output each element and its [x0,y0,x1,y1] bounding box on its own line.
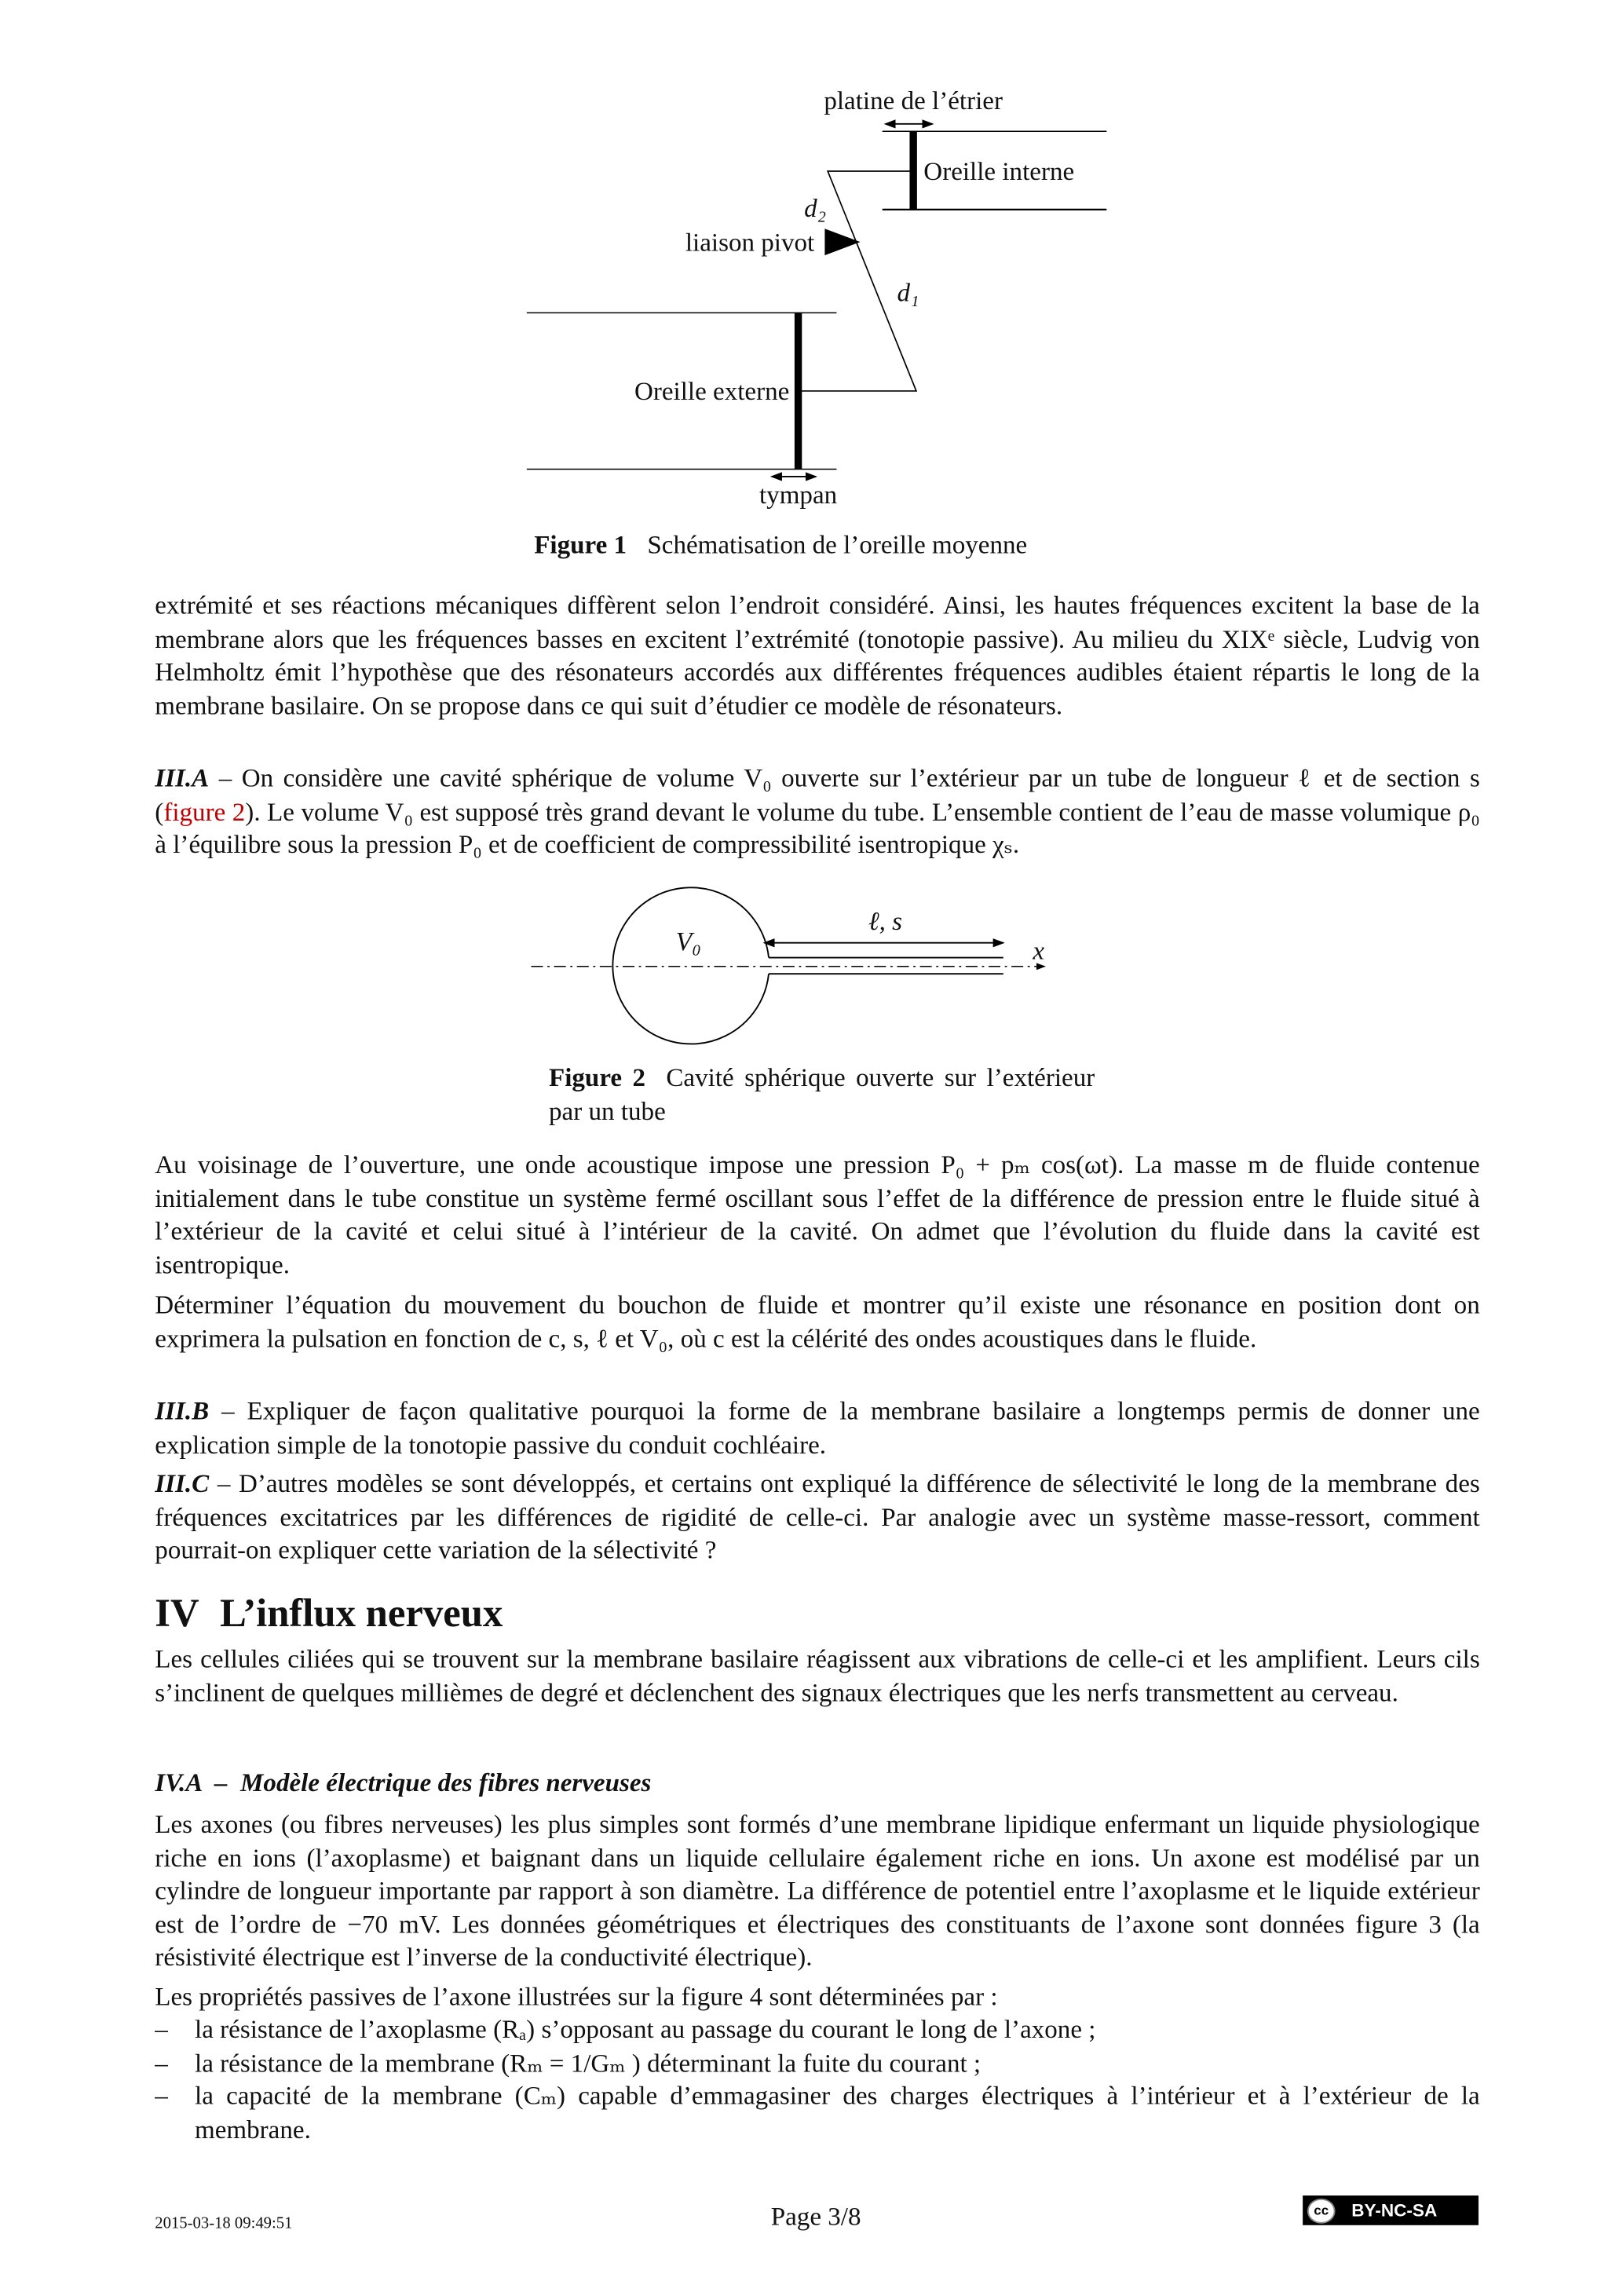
question-text-cont: ). Le volume V₀ est supposé très grand devant le volume du tube. L’ensemble contient de l’eau de masse volumique ρ₀ à l’équilibre sous la pression P₀ et de coefficient de compressibilité isentropique χₛ. [155,795,1480,859]
figure-2-diagram [0,871,1623,1062]
question-label: III.C [155,1468,210,1498]
paragraph-intro: extrémité et ses réactions mécaniques diffèrent selon l’endroit considéré. Ainsi, les hautes fréquences excitent la base de la membrane alors que les fréquences basses en excitent l’extrémité (tonotopie passive). Au milieu du XIXᵉ siècle, Ludvig von Helmholtz émit l’hypothèse que des résonateurs accordés aux différentes fréquences audibles étaient répartis le long de la membrane basilaire. On se propose dans ce qui suit d’étudier ce modèle de résonateurs. [155,590,1480,720]
question-text: D’autres modèles se sont développés, et certains ont expliqué la différence de sélectivité le long de la membrane des fréquences excitatrices par les différences de rigidité de celle-ci. Par analogie avec un système masse-ressort, comment pourrait-on expliquer cette variation de la sélectivité ? [155,1468,1480,1564]
caption-label: Figure 1 [534,529,627,560]
caption-text: Schématisation de l’oreille moyenne [647,529,1028,560]
question-separator: – [209,1395,247,1426]
subsection-heading-iv-a: IV.A – Modèle électrique des fibres nerveuses [155,1768,652,1797]
label-oreille-interne: Oreille interne [923,158,1075,187]
label-d2: d₂ [804,195,827,224]
cc-license-badge [1303,2195,1479,2225]
list-dash: – [155,2047,168,2077]
list-item-text: la résistance de la membrane (Rₘ = 1/Gₘ ) déterminant la fuite du courant ; [195,2047,981,2077]
section-title: L’influx nerveux [220,1590,503,1636]
label-platine: platine de l’étrier [824,87,1003,116]
question-label: III.B [155,1395,210,1426]
label-x: x [1033,937,1045,966]
paragraph-cilia: Les cellules ciliées qui se trouvent sur la membrane basilaire réagissent aux vibrations de celle-ci et les amplifient. Leurs cils s’inclinent de quelques millièmes de degré et déclenchent des signaux électriques que les nerfs transmettent au cerveau. [155,1643,1480,1707]
question-separator: – [209,762,242,793]
pivot-triangle [824,229,860,255]
label-d1: d₁ [897,279,919,308]
label-oreille-externe: Oreille externe [634,378,790,407]
footer-page-number: Page 3/8 [770,2201,861,2232]
figure-1-diagram [0,0,1623,531]
figure-1-caption [534,528,1027,561]
paragraph-axons: Les axones (ou fibres nerveuses) les plus simples sont formés d’une membrane lipidique enfermant un liquide physiologique riche en ions (l’axoplasme) et baignant dans un liquide cellulaire également riche en ions. Un axone est modélisé par un cylindre de longueur importante par rapport à son diamètre. La différence de potentiel entre l’axoplasme et le liquide extérieur est de l’ordre de −70 mV. Les données géométriques et électriques des constituants de l’axone sont données figure 3 (la résistivité électrique est l’inverse de la conductivité électrique). [155,1808,1480,1972]
properties-list [155,2013,1479,2145]
creative-commons-icon: cc [1307,2199,1336,2224]
list-item-text: la capacité de la membrane (Cₘ) capable d’emmagasiner des charges électriques à l’intérieur et à l’extérieur de la membrane. [195,2080,1480,2144]
paragraph-properties: Les propriétés passives de l’axone illustrées sur la figure 4 sont déterminées par : [155,1981,998,2012]
label-v0: V₀ [675,927,702,957]
paragraph-determine: Déterminer l’équation du mouvement du bouchon de fluide et montrer qu’il existe une résonance en position dont on exprimera la pulsation en fonction de c, s, ℓ et V₀, où c est la célérité des ondes acoustiques dans le fluide. [155,1289,1480,1353]
paragraph-acoustic-wave: Au voisinage de l’ouverture, une onde acoustique impose une pression P₀ + pₘ cos(ωt). La masse m de fluide contenue initialement dans le tube constitue un système fermé oscillant sous l’effet de la différence de pression entre le fluide situé à l’extérieur de la cavité et celui situé à l’intérieur de la cavité. On admet que l’évolution du fluide dans la cavité est isentropique. [155,1149,1480,1279]
footer-timestamp: 2015-03-18 09:49:51 [155,2214,293,2233]
list-item-text: la résistance de l’axoplasme (Rₐ) s’opposant au passage du courant le long de l’axone ; [195,2013,1096,2044]
question-3a [155,762,1479,861]
list-item [155,2046,1479,2078]
cavity-sphere [612,887,769,1044]
question-3b [155,1395,1479,1461]
list-dash: – [155,2013,168,2044]
section-heading-iv [155,1589,503,1636]
question-separator: – [209,1468,239,1498]
list-dash: – [155,2080,168,2111]
list-item [155,2079,1479,2146]
section-number: IV [155,1590,199,1636]
question-text: On considère une cavité sphérique de volume V₀ ouverte sur l’extérieur par un tube de longueur ℓ et de section s ( [155,762,1480,826]
caption-label: Figure 2 [549,1062,646,1092]
caption-text: Cavité sphérique ouverte sur l’extérieur par un tube [549,1062,1095,1125]
label-liaison-pivot: liaison pivot [685,229,815,258]
question-3c [155,1467,1479,1567]
license-text: BY-NC-SA [1351,2199,1438,2221]
figure-2-link[interactable]: figure 2 [163,795,246,826]
figure-2-caption [549,1061,1095,1128]
list-item [155,2013,1479,2046]
label-tympan: tympan [759,481,838,510]
question-text: Expliquer de façon qualitative pourquoi la forme de la membrane basilaire a longtemps permis de donner une explication simple de la tonotopie passive du conduit cochléaire. [155,1395,1480,1459]
question-label: III.A [155,762,210,793]
label-l-s: ℓ, s [868,907,903,936]
